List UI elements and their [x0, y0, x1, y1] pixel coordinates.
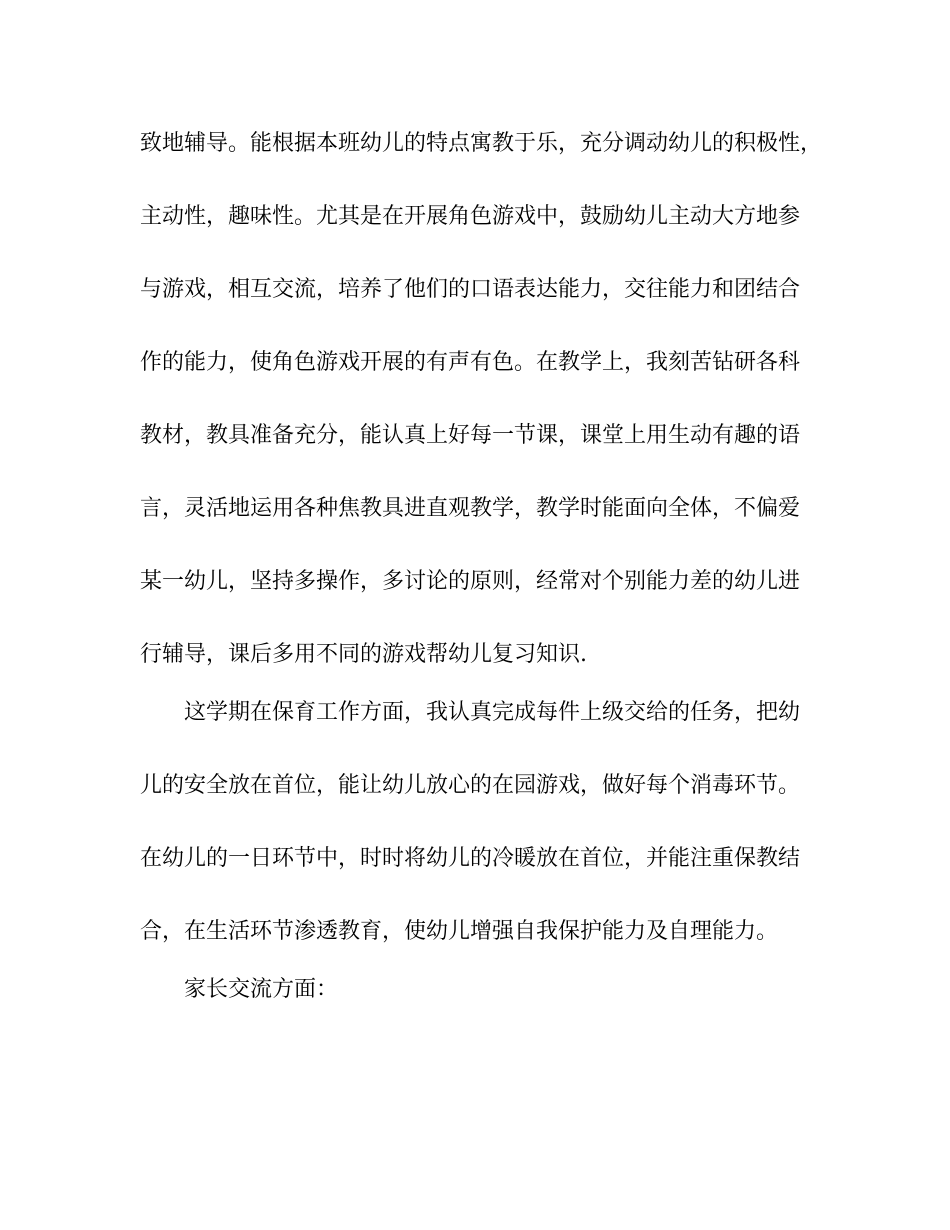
section-heading: 家长交流方面：: [184, 977, 339, 1002]
paragraph-line: 言，灵活地运用各种焦教具进直观教学，教学时能面向全体，不偏爱: [140, 496, 801, 521]
paragraph-line: 这学期在保育工作方面，我认真完成每件上级交给的任务，把幼: [184, 700, 801, 725]
paragraph-line: 作的能力，使角色游戏开展的有声有色。在教学上，我刻苦钻研各科: [140, 350, 801, 375]
paragraph-line: 儿的安全放在首位，能让幼儿放心的在园游戏，做好每个消毒环节。: [140, 773, 801, 798]
paragraph-line: 致地辅导。能根据本班幼儿的特点寓教于乐，充分调动幼儿的积极性，: [140, 131, 823, 156]
paragraph-line: 在幼儿的一日环节中，时时将幼儿的冷暖放在首位，并能注重保教结: [140, 846, 801, 871]
paragraph-line: 合，在生活环节渗透教育，使幼儿增强自我保护能力及自理能力。: [140, 919, 779, 944]
paragraph-line: 某一幼儿，坚持多操作，多讨论的原则，经常对个别能力差的幼儿进: [140, 569, 801, 594]
paragraph-line: 行辅导，课后多用不同的游戏帮幼儿复习知识.: [140, 642, 587, 667]
paragraph-line: 与游戏，相互交流，培养了他们的口语表达能力，交往能力和团结合: [140, 277, 801, 302]
paragraph-line: 教材，教具准备充分，能认真上好每一节课，课堂上用生动有趣的语: [140, 423, 801, 448]
paragraph-line: 主动性，趣味性。尤其是在开展角色游戏中，鼓励幼儿主动大方地参: [140, 204, 801, 229]
